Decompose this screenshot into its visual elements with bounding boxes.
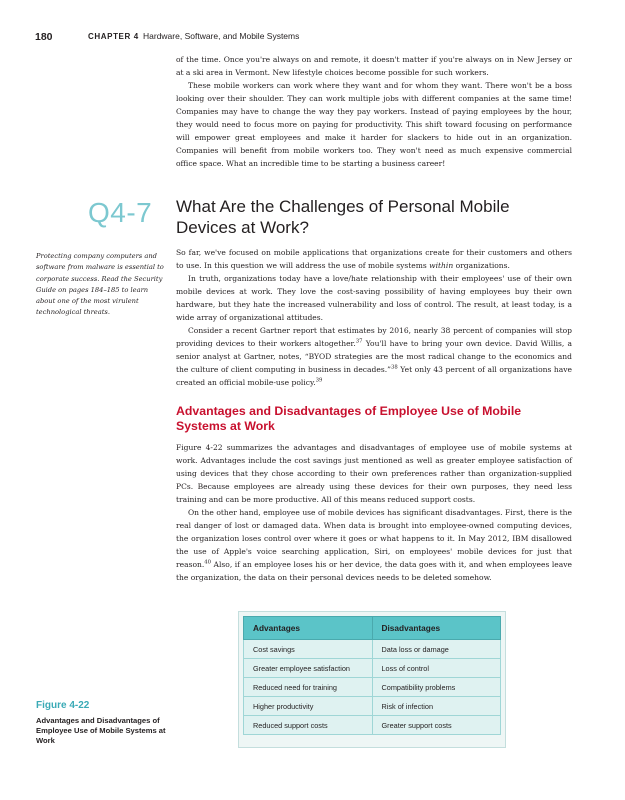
footnote-ref-39: 39 <box>315 377 323 384</box>
footnote-ref-40: 40 <box>204 559 211 566</box>
table-row <box>244 659 501 678</box>
intro-paragraph-2: These mobile workers can work where they want and for whom they want. There won't be a boss looking over their shoulder. They can work multiple jobs with different companies at the same time! Companies may have to change the way they pay workers. Instead of paying employees by the hour, they would need to focus more on paying for productivity. This shift toward focusing on performance will empower great employees and make it harder for slackers to hide out in an organization. Companies will benefit from mobile workers too. They won't need as much expensive commercial office space. What an incredible time to be starting a business career! <box>176 81 572 168</box>
section-title: What Are the Challenges of Personal Mobile Devices at Work? <box>176 197 510 237</box>
advantage-cell: Higher productivity <box>244 697 373 716</box>
subsection-paragraph-1: Figure 4-22 summarizes the advantages and disadvantages of employee use of mobile systems at work. Advantages include the cost savings just mentioned as well as greater employee satisfaction of using devices that they chose according to their own preferences rather than organization-supplied PCs. Because employees are already using these devices for their own purposes, they need less training and can be more productive. All of this means reduced support costs. <box>176 443 572 504</box>
body-paragraph-2: In truth, organizations today have a love/hate relationship with their employees' use of their own mobile devices at work. They love the cost-saving possibility of having employees buy their own hardware, but they hate the increased vulnerability and loss of control. The result, at least today, is a wide array of organizational attitudes. <box>176 274 572 322</box>
body-paragraph-1: So far, we've focused on mobile applications that organizations create for their customers and others to use. In this question we will address the use of mobile systems within organizations. <box>176 248 572 270</box>
table-header-row <box>244 617 501 640</box>
intro-paragraph-1: of the time. Once you're always on and remote, it doesn't matter if you're always on in New Jersey or at a ski area in Vermont. New lifestyle choices become possible for such workers. <box>176 55 572 77</box>
disadvantage-cell: Loss of control <box>372 659 501 678</box>
subsection-heading: Advantages and Disadvantages of Employee Use of Mobile Systems at Work <box>176 404 522 433</box>
chapter-title: Hardware, Software, and Mobile Systems <box>143 31 300 41</box>
running-header <box>35 31 585 45</box>
advantage-cell: Cost savings <box>244 640 373 659</box>
header-advantages: Advantages <box>244 617 373 640</box>
section-number: Q4-7 <box>88 197 153 228</box>
table-row <box>244 697 501 716</box>
figure-caption: Advantages and Disadvantages of Employee Use of Mobile Systems at Work <box>36 716 166 745</box>
header-disadvantages: Disadvantages <box>372 617 501 640</box>
disadvantage-cell: Compatibility problems <box>372 678 501 697</box>
table-row <box>244 678 501 697</box>
chapter-label: CHAPTER 4 <box>88 32 139 41</box>
advantage-cell: Reduced support costs <box>244 716 373 735</box>
margin-note: Protecting company computers and software from malware is essential to corporate success. Read the Security Guide on pages 184–185 to learn about one of the most virulent technological threats. <box>36 252 164 317</box>
subsection-paragraph-2: On the other hand, employee use of mobile devices has significant disadvantages. First, there is the real danger of lost or damaged data. When data is brought into employee-owned computing devices, the organization loses control over where it goes or what happens to it. In May 2012, IBM disallowed the use of Apple's voice searching application, Siri, on employees' mobile devices for just that reason.$^{40}$ Also, if an employee loses his or her device, the data goes with it, and when employees leave the organization, the data on their personal devices needs to be deleted somehow. <box>176 508 572 582</box>
footnote-ref-38: 38 <box>390 364 398 371</box>
body-paragraph-3: Consider a recent Gartner report that estimates by 2016, nearly 38 percent of companies will stop providing devices to their workers altogether.$^{37}$ You'll have to bring your own device. David Willis, a senior analyst at Gartner, notes, “BYOD strategies are the most radical change to the economics and the culture of client computing in business in decades.”$^{38}$ Yet only 43 percent of all organizations have created an official mobile-use policy.$^{39}$ <box>176 326 573 387</box>
advantages-disadvantages-table <box>243 616 501 735</box>
table-row <box>244 640 501 659</box>
disadvantage-cell: Greater support costs <box>372 716 501 735</box>
footnote-ref-37: 37 <box>355 338 363 345</box>
disadvantage-cell: Risk of infection <box>372 697 501 716</box>
advantage-cell: Greater employee satisfaction <box>244 659 373 678</box>
figure-label: Figure 4-22 <box>36 700 90 711</box>
page-number: 180 <box>35 31 53 43</box>
advantage-cell: Reduced need for training <box>244 678 373 697</box>
emphasis-within: within <box>429 261 454 270</box>
table-row <box>244 716 501 735</box>
disadvantage-cell: Data loss or damage <box>372 640 501 659</box>
